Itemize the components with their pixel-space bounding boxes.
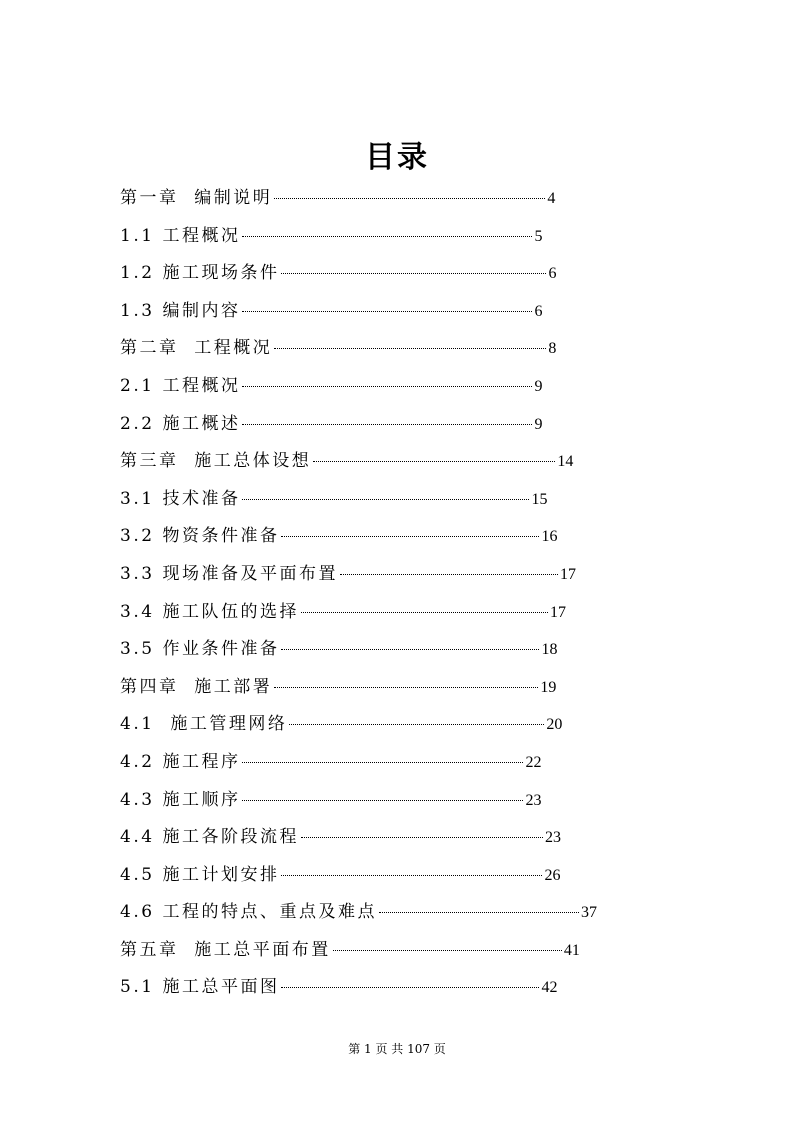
toc-dot-leader [281, 875, 542, 876]
toc-entry-label: 3.1 技术准备 [120, 488, 241, 509]
toc-entry-page-number: 23 [525, 791, 542, 809]
toc-entry[interactable] [120, 250, 600, 288]
toc-entry-page-number: 14 [557, 453, 574, 471]
toc-entry[interactable] [120, 701, 600, 739]
toc-entry[interactable] [120, 626, 600, 664]
toc-dot-leader [281, 273, 546, 274]
toc-entry-label: 3.4 施工队伍的选择 [120, 601, 299, 622]
toc-entry-page-number: 42 [541, 979, 558, 997]
toc-entry-label: 第三章 施工总体设想 [120, 451, 312, 472]
toc-dot-leader [281, 536, 539, 537]
toc-entry[interactable] [120, 964, 600, 1002]
table-of-contents [120, 175, 600, 1002]
toc-entry[interactable] [120, 288, 600, 326]
toc-entry-page-number: 15 [531, 490, 548, 508]
toc-entry-page-number: 16 [541, 528, 558, 546]
toc-dot-leader [242, 762, 523, 763]
toc-dot-leader [313, 461, 555, 462]
toc-dot-leader [379, 912, 579, 913]
toc-entry-label: 第四章 施工部署 [120, 676, 273, 697]
toc-dot-leader [274, 687, 538, 688]
toc-entry-label: 4.5 施工计划安排 [120, 864, 280, 885]
toc-entry-page-number: 6 [534, 302, 543, 320]
toc-entry-label: 4.4 施工各阶段流程 [120, 827, 299, 848]
toc-entry-page-number: 6 [548, 265, 557, 283]
toc-entry[interactable] [120, 739, 600, 777]
toc-entry-page-number: 37 [580, 904, 597, 922]
toc-entry-page-number: 41 [563, 941, 580, 959]
toc-entry[interactable] [120, 401, 600, 439]
toc-entry[interactable] [120, 438, 600, 476]
toc-entry-page-number: 5 [534, 227, 543, 245]
toc-entry-label: 5.1 施工总平面图 [120, 977, 280, 998]
page-title: 目录 [365, 140, 429, 175]
toc-dot-leader [340, 574, 558, 575]
toc-entry-page-number: 22 [525, 753, 542, 771]
toc-entry-label: 4.2 施工程序 [120, 751, 241, 772]
toc-entry[interactable] [120, 777, 600, 815]
toc-entry-label: 第一章 编制说明 [120, 188, 273, 208]
toc-entry-page-number: 4 [547, 190, 556, 207]
toc-entry-label: 4.1 施工管理网络 [120, 714, 288, 735]
toc-entry-label: 3.5 作业条件准备 [120, 639, 280, 660]
toc-entry-page-number: 17 [549, 603, 566, 621]
toc-entry-label: 4.6 工程的特点、重点及难点 [120, 902, 377, 923]
toc-entry-page-number: 9 [534, 415, 543, 433]
toc-dot-leader [274, 198, 545, 199]
toc-entry[interactable] [120, 175, 600, 213]
toc-entry-page-number: 8 [548, 340, 557, 358]
toc-dot-leader [289, 724, 544, 725]
toc-entry[interactable] [120, 551, 600, 589]
toc-entry[interactable] [120, 213, 600, 251]
toc-entry[interactable] [120, 325, 600, 363]
toc-entry-label: 1.1 工程概况 [120, 225, 241, 246]
toc-dot-leader [274, 348, 546, 349]
toc-entry-page-number: 9 [534, 377, 543, 395]
toc-dot-leader [242, 499, 529, 500]
toc-entry[interactable] [120, 889, 600, 927]
toc-dot-leader [301, 837, 543, 838]
toc-entry-page-number: 20 [546, 716, 563, 734]
toc-entry-label: 2.1 工程概况 [120, 375, 241, 396]
toc-entry[interactable] [120, 814, 600, 852]
toc-entry[interactable] [120, 476, 600, 514]
toc-entry-label: 1.2 施工现场条件 [120, 263, 280, 284]
toc-entry-label: 第二章 工程概况 [120, 338, 273, 359]
toc-entry[interactable] [120, 927, 600, 965]
toc-entry-page-number: 17 [559, 565, 576, 583]
toc-entry-label: 2.2 施工概述 [120, 413, 241, 434]
toc-entry[interactable] [120, 363, 600, 401]
toc-entry-label: 第五章 施工总平面布置 [120, 939, 331, 960]
toc-dot-leader [242, 236, 532, 237]
toc-entry-label: 3.3 现场准备及平面布置 [120, 563, 338, 584]
toc-entry-page-number: 19 [540, 678, 557, 696]
toc-entry[interactable] [120, 664, 600, 702]
toc-entry-page-number: 18 [541, 641, 558, 659]
toc-entry-page-number: 23 [544, 829, 561, 847]
toc-entry-label: 4.3 施工顺序 [120, 789, 241, 810]
toc-entry[interactable] [120, 589, 600, 627]
toc-entry-page-number: 26 [544, 866, 561, 884]
toc-entry-label: 1.3 编制内容 [120, 300, 241, 321]
toc-entry-label: 3.2 物资条件准备 [120, 526, 280, 547]
toc-dot-leader [281, 987, 539, 988]
toc-entry[interactable] [120, 513, 600, 551]
toc-dot-leader [242, 386, 532, 387]
toc-dot-leader [242, 424, 532, 425]
toc-entry[interactable] [120, 852, 600, 890]
toc-dot-leader [333, 950, 562, 951]
toc-dot-leader [281, 649, 539, 650]
toc-dot-leader [242, 311, 532, 312]
toc-dot-leader [242, 800, 523, 801]
page-footer: 第 1 页 共 107 页 [348, 1042, 446, 1056]
toc-dot-leader [301, 612, 548, 613]
